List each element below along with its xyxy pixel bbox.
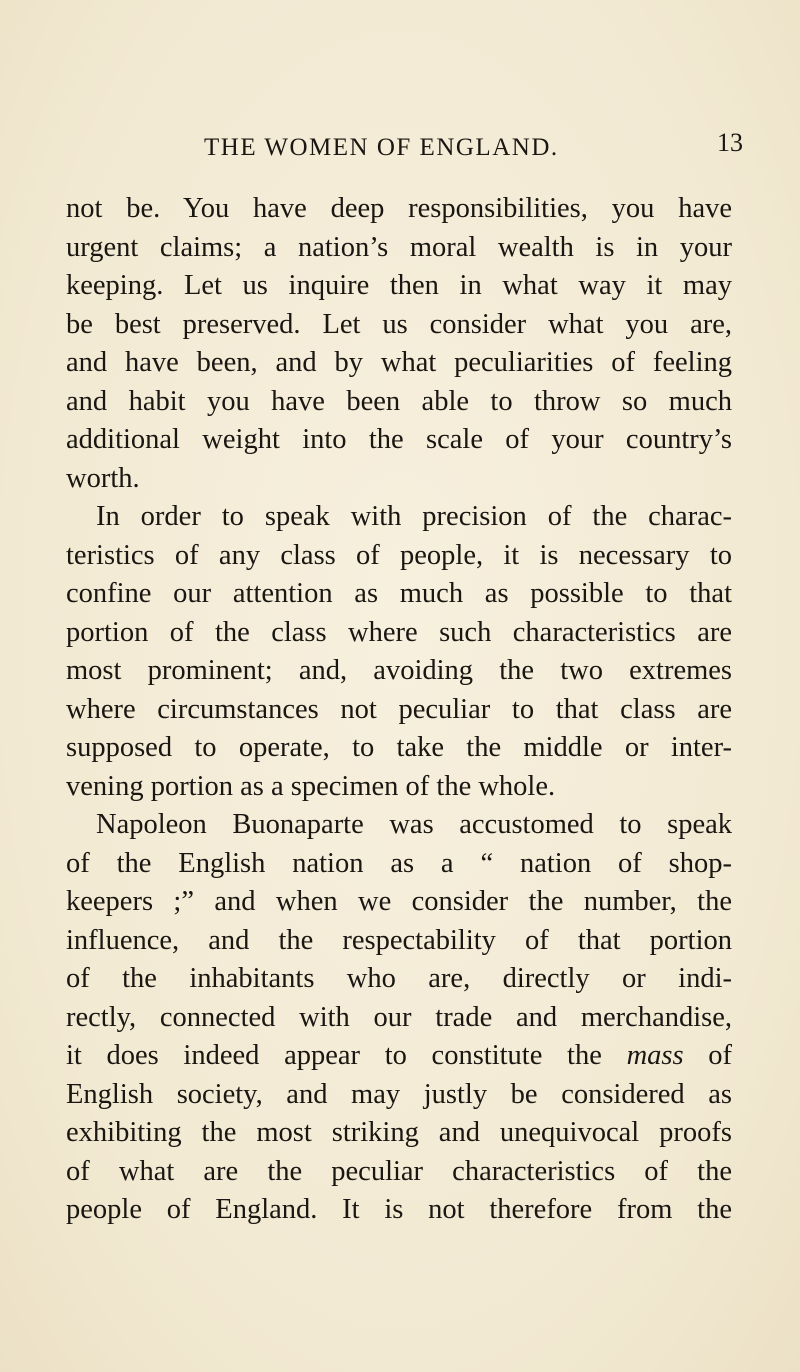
page-number: 13 — [717, 128, 743, 157]
text-line: influence, and the respectability of that portion — [66, 924, 732, 956]
text-line: rectly, connected with our trade and merchandise, — [66, 1001, 732, 1033]
text-line: supposed to operate, to take the middle or inter- — [66, 732, 732, 763]
text-line-with-emphasis — [66, 1037, 732, 1076]
running-head — [0, 128, 800, 168]
text-line: confine our attention as much as possible to that — [66, 578, 732, 609]
text-line: portion of the class where such characteristics are — [66, 616, 732, 648]
text-line: In order to speak with precision of the charac- — [96, 501, 732, 532]
text-line: urgent claims; a nation’s moral wealth is in your — [66, 231, 732, 263]
text-line: be best preserved. Let us consider what you are, — [66, 308, 732, 340]
text-line: of what are the peculiar characteristics of the — [66, 1155, 732, 1187]
text-line: vening portion as a specimen of the whole. — [66, 770, 556, 802]
text-line: English society, and may justly be considered as — [66, 1078, 732, 1110]
text-line: Napoleon Buonaparte was accustomed to speak — [96, 809, 732, 840]
text-line: keeping. Let us inquire then in what way it may — [66, 270, 732, 301]
text-line: worth. — [66, 462, 140, 494]
text-line: exhibiting the most striking and unequivocal proofs — [66, 1117, 732, 1148]
body-text — [66, 190, 732, 1230]
text-line: of the English nation as a “ nation of shop- — [66, 847, 732, 879]
text-line: of the inhabitants who are, directly or indi- — [66, 963, 732, 994]
text-line: teristics of any class of people, it is necessary to — [66, 539, 732, 571]
emphasized-word: mass — [626, 1040, 684, 1071]
text-line: keepers ;” and when we consider the number, the — [66, 886, 732, 917]
text-line: additional weight into the scale of your country’s — [66, 424, 732, 455]
running-title: THE WOMEN OF ENGLAND. — [204, 134, 559, 161]
text-line: people of England. It is not therefore from the — [66, 1194, 732, 1225]
text-segment: it does indeed appear to constitute the — [66, 1040, 602, 1071]
text-line: where circumstances not peculiar to that class are — [66, 693, 732, 725]
text-line: not be. You have deep responsibilities, you have — [66, 193, 732, 224]
text-segment: of — [708, 1040, 733, 1071]
text-line: and habit you have been able to throw so much — [66, 385, 732, 417]
text-line: and have been, and by what peculiarities of feeling — [66, 347, 732, 378]
text-line: most prominent; and, avoiding the two extremes — [66, 655, 732, 686]
